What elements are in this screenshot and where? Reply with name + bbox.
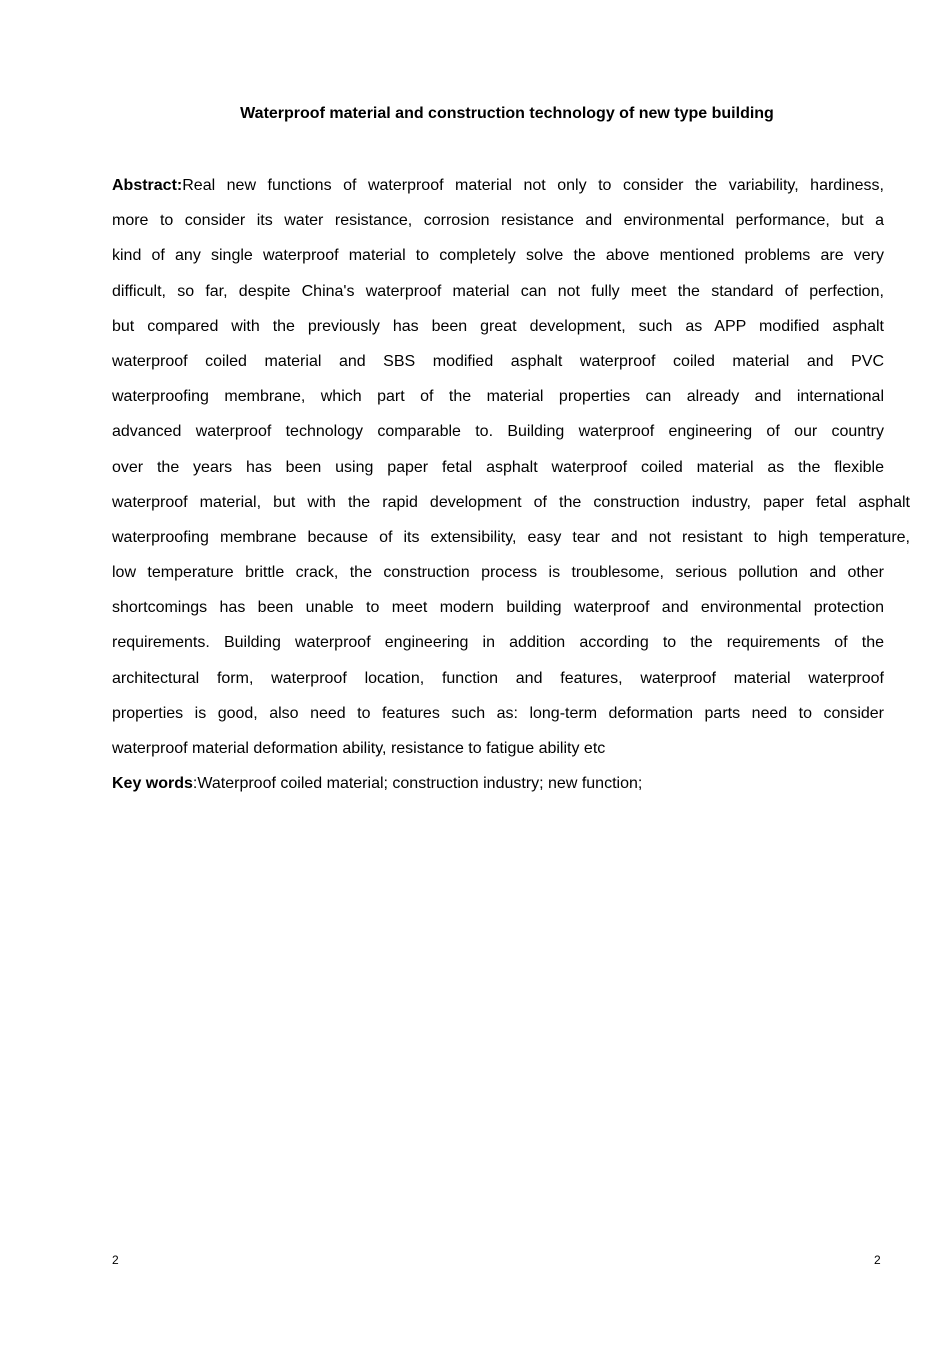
- abstract-line: properties is good, also need to features such as: long-term deformation parts need to consider: [112, 704, 884, 722]
- abstract-line: waterproofing membrane because of its extensibility, easy tear and not resistant to high temperature,: [112, 528, 910, 546]
- abstract-line: more to consider its water resistance, corrosion resistance and environmental performance, but a: [112, 212, 884, 230]
- abstract-section: [112, 173, 912, 771]
- abstract-line: requirements. Building waterproof engineering in addition according to the requirements of the: [112, 634, 884, 652]
- abstract-line: kind of any single waterproof material to completely solve the above mentioned problems are very: [112, 247, 884, 265]
- page-number-right: 2: [874, 1253, 881, 1267]
- abstract-line: architectural form, waterproof location, function and features, waterproof material waterproof: [112, 669, 884, 687]
- page-number-left: 2: [112, 1253, 119, 1267]
- abstract-line: [112, 173, 884, 208]
- keywords-line: [112, 771, 642, 797]
- abstract-line: shortcomings has been unable to meet modern building waterproof and environmental protection: [112, 599, 884, 617]
- abstract-label: Abstract:: [112, 177, 183, 194]
- abstract-line: waterproof material, but with the rapid development of the construction industry, paper fetal asphalt: [112, 493, 910, 511]
- abstract-line: advanced waterproof technology comparable to. Building waterproof engineering of our country: [112, 423, 884, 441]
- document-title: Waterproof material and construction technology of new type building: [240, 105, 774, 122]
- abstract-line: difficult, so far, despite China's waterproof material can not fully meet the standard of perfection,: [112, 282, 884, 300]
- abstract-line: waterproof material deformation ability, resistance to fatigue ability etc: [112, 740, 606, 757]
- abstract-line: but compared with the previously has been great development, such as APP modified asphalt: [112, 317, 884, 335]
- abstract-line-text: Real new functions of waterproof material not only to consider the variability, hardiness,: [182, 177, 884, 194]
- abstract-line: over the years has been using paper fetal asphalt waterproof coiled material as the flexible: [112, 458, 884, 476]
- abstract-line: waterproofing membrane, which part of the material properties can already and international: [112, 388, 884, 406]
- abstract-line: waterproof coiled material and SBS modified asphalt waterproof coiled material and PVC: [112, 352, 884, 370]
- keywords-label: Key words: [112, 775, 193, 792]
- keywords-text: :Waterproof coiled material; construction industry; new function;: [192, 775, 643, 792]
- abstract-line: low temperature brittle crack, the construction process is troublesome, serious pollution and other: [112, 564, 884, 582]
